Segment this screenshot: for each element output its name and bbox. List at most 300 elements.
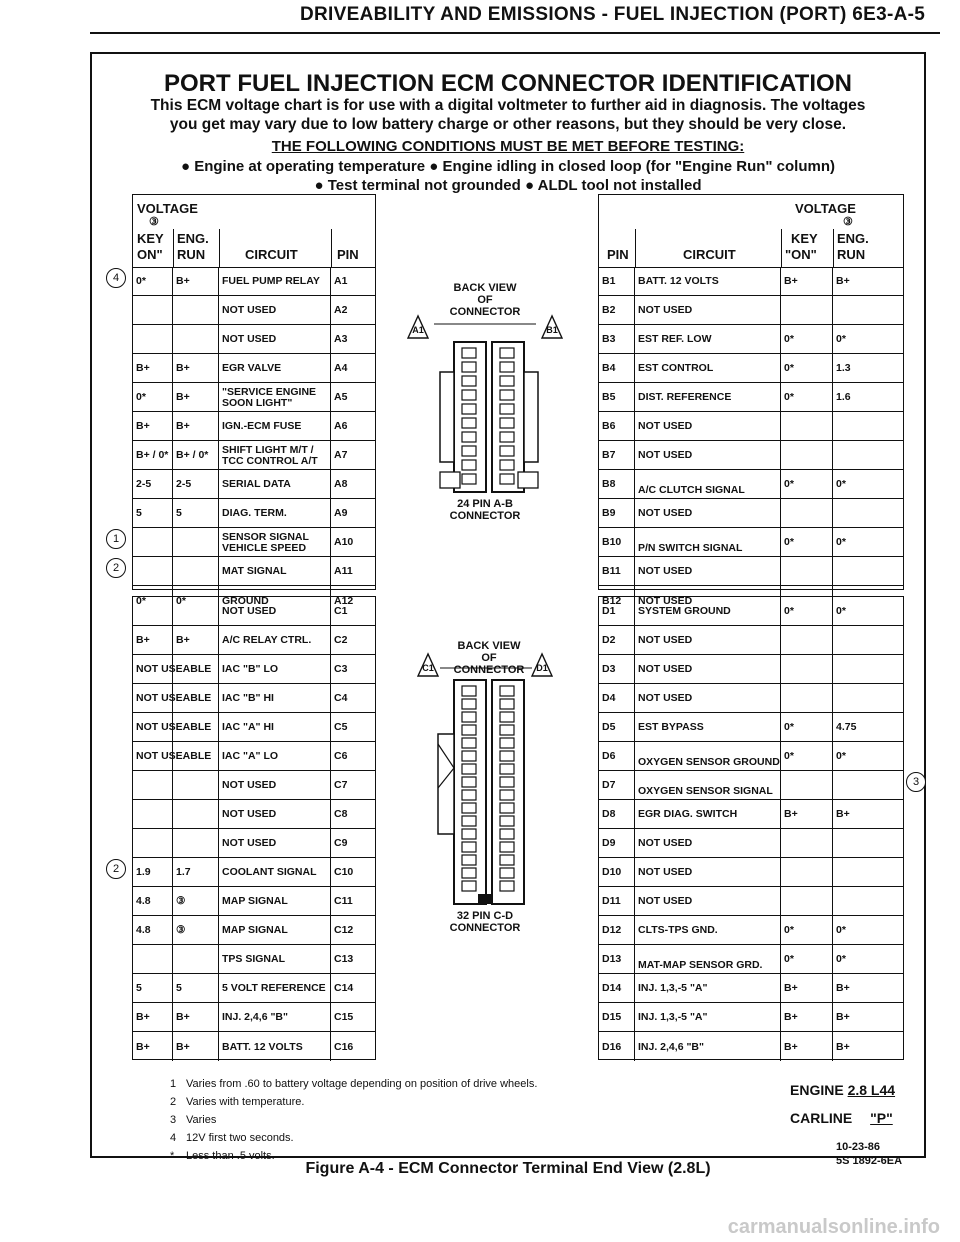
engine-run-voltage bbox=[833, 858, 903, 886]
engine-run-voltage: 1.7 bbox=[173, 858, 219, 886]
key-on-voltage: B+ bbox=[133, 1032, 173, 1061]
connector-label: CONNECTOR bbox=[453, 664, 525, 676]
table-row bbox=[133, 1003, 375, 1032]
right-header bbox=[599, 195, 903, 268]
key-on-voltage: 0* bbox=[781, 470, 833, 498]
pin-id: D16 bbox=[599, 1032, 635, 1061]
engine-run-voltage bbox=[833, 441, 903, 469]
table-ab-right bbox=[598, 194, 904, 607]
engine-run-voltage bbox=[833, 829, 903, 857]
key-on-voltage bbox=[781, 887, 833, 915]
note-reference-marker: 1 bbox=[106, 529, 126, 549]
pin-id: C3 bbox=[334, 663, 348, 675]
key-on-voltage: NOT USEABLE bbox=[133, 713, 173, 741]
circuit-name: NOT USED bbox=[635, 412, 781, 440]
engine-run-voltage: B+ bbox=[173, 412, 219, 440]
table-row bbox=[599, 325, 903, 354]
table-row bbox=[599, 945, 903, 974]
pin-id: C7 bbox=[334, 779, 348, 791]
key-on-voltage bbox=[781, 771, 833, 799]
ab-left-rows bbox=[133, 267, 375, 607]
table-row bbox=[599, 528, 903, 557]
cd-left-rows bbox=[133, 597, 375, 1059]
circuit-name: OXYGEN SENSOR SIGNAL bbox=[635, 771, 781, 799]
key-on-voltage: NOT USEABLE bbox=[133, 655, 173, 683]
table-row bbox=[599, 354, 903, 383]
pin-id: C16 bbox=[334, 1040, 354, 1053]
run-heading: RUN bbox=[837, 247, 866, 262]
table-row bbox=[133, 412, 375, 441]
date-code: 10-23-86 bbox=[836, 1141, 881, 1153]
table-row bbox=[133, 713, 375, 742]
table-row bbox=[599, 713, 903, 742]
pin-id: B6 bbox=[599, 412, 635, 440]
footnote-number: 3 bbox=[170, 1114, 177, 1126]
pin-id: C4 bbox=[334, 692, 348, 704]
key-on-voltage bbox=[133, 771, 173, 799]
circled-marker: ③ bbox=[149, 216, 159, 228]
key-on-voltage bbox=[133, 296, 173, 324]
table-row bbox=[599, 267, 903, 296]
carline-label: CARLINE bbox=[790, 1110, 853, 1126]
circuit-name: NOT USED bbox=[635, 684, 781, 712]
engine-run-voltage: B+ bbox=[173, 1032, 219, 1061]
pin-id: A5 bbox=[334, 391, 348, 403]
footnote-text: Varies with temperature. bbox=[186, 1096, 305, 1108]
circuit-name: TPS SIGNAL bbox=[219, 945, 331, 973]
engine-run-voltage bbox=[833, 887, 903, 915]
key-on-voltage: 1.9 bbox=[133, 858, 173, 886]
engine-run-voltage: B+ bbox=[173, 626, 219, 654]
pin-id: B9 bbox=[599, 499, 635, 527]
footnote-text: Less than .5 volts. bbox=[186, 1150, 275, 1162]
table-row bbox=[599, 499, 903, 528]
key-on-voltage: 5 bbox=[133, 974, 173, 1002]
pin-id: A1 bbox=[334, 275, 348, 287]
circuit-name: "SERVICE ENGINE SOON LIGHT" bbox=[219, 383, 331, 411]
engine-run-voltage: 0* bbox=[836, 750, 846, 762]
key-on-heading: "ON" bbox=[785, 247, 817, 262]
connector-cd-diagram bbox=[400, 638, 570, 938]
pin-id: D8 bbox=[599, 800, 635, 828]
pin-id: C1 bbox=[334, 605, 348, 617]
pin-id: A2 bbox=[334, 304, 348, 316]
pin-id: B10 bbox=[599, 528, 635, 556]
engine-run-voltage bbox=[833, 499, 903, 527]
table-row bbox=[599, 887, 903, 916]
footnote bbox=[170, 1114, 216, 1126]
pin-id: B4 bbox=[599, 354, 635, 382]
eng-heading: ENG. bbox=[177, 231, 209, 246]
table-cd-left bbox=[132, 596, 376, 1060]
key-on-voltage bbox=[133, 829, 173, 857]
circuit-name: IAC "A" HI bbox=[219, 713, 331, 741]
pin-id: D5 bbox=[599, 713, 635, 741]
circuit-name: BATT. 12 VOLTS bbox=[635, 267, 781, 295]
circuit-name: EST CONTROL bbox=[635, 354, 781, 382]
engine-run-voltage bbox=[173, 945, 219, 973]
table-ab-left bbox=[132, 194, 376, 607]
engine-run-voltage bbox=[833, 771, 903, 799]
key-on-voltage: 0* bbox=[781, 916, 833, 944]
circuit-name: NOT USED bbox=[635, 829, 781, 857]
pin-id: C10 bbox=[334, 866, 354, 878]
circuit-name: CLTS-TPS GND. bbox=[635, 916, 781, 944]
carline-value: "P" bbox=[870, 1110, 893, 1126]
back-view-label: BACK VIEW bbox=[453, 282, 517, 294]
pin-id: A8 bbox=[334, 478, 348, 490]
key-on-voltage bbox=[781, 829, 833, 857]
left-header bbox=[133, 195, 375, 268]
engine-label: ENGINE bbox=[790, 1082, 844, 1098]
table-row bbox=[599, 916, 903, 945]
table-row bbox=[133, 557, 375, 586]
pin-id: D4 bbox=[599, 684, 635, 712]
watermark: carmanualsonline.info bbox=[727, 1216, 940, 1238]
connector-ab-diagram bbox=[400, 276, 570, 526]
pin-id: D15 bbox=[599, 1003, 635, 1031]
pin-id: D10 bbox=[599, 858, 635, 886]
table-row bbox=[133, 771, 375, 800]
engine-run-voltage: 0* bbox=[836, 333, 846, 345]
note-reference-marker: 2 bbox=[106, 558, 126, 578]
circuit-name: NOT USED bbox=[635, 586, 781, 615]
circuit-name: INJ. 1,3,-5 "A" bbox=[635, 974, 781, 1002]
back-view-label: BACK VIEW bbox=[457, 640, 521, 652]
table-row bbox=[133, 499, 375, 528]
circuit-name: COOLANT SIGNAL bbox=[219, 858, 331, 886]
page-header: DRIVEABILITY AND EMISSIONS - FUEL INJECTION (PORT) 6E3-A-5 bbox=[300, 4, 926, 25]
engine-run-voltage: B+ bbox=[836, 1040, 850, 1053]
table-row bbox=[133, 325, 375, 354]
pin-id: A6 bbox=[334, 420, 348, 432]
pin-id: C14 bbox=[334, 982, 354, 994]
pin-id: D1 bbox=[599, 597, 635, 625]
pin-id: D9 bbox=[599, 829, 635, 857]
carline-spec bbox=[790, 1110, 907, 1126]
circuit-name: INJ. 2,4,6 "B" bbox=[219, 1003, 331, 1031]
engine-run-voltage bbox=[173, 296, 219, 324]
key-on-voltage: B+ bbox=[133, 412, 173, 440]
engine-run-voltage: B+ bbox=[836, 808, 850, 820]
pin-id: A7 bbox=[334, 449, 348, 461]
tag-c1: C1 bbox=[422, 663, 434, 673]
intro-line-1: This ECM voltage chart is for use with a digital voltmeter to further aid in diagnosis. The voltages bbox=[150, 97, 866, 114]
engine-run-voltage: B+ bbox=[836, 275, 850, 287]
engine-value: 2.8 L44 bbox=[847, 1082, 896, 1098]
circuit-name: MAT SIGNAL bbox=[219, 557, 331, 585]
circuit-name: EGR VALVE bbox=[219, 354, 331, 382]
table-row bbox=[133, 887, 375, 916]
engine-run-voltage bbox=[173, 597, 219, 625]
key-on-voltage: B+ bbox=[133, 626, 173, 654]
key-on-voltage: 0* bbox=[781, 945, 833, 973]
circuit-name: NOT USED bbox=[219, 829, 331, 857]
key-on-voltage bbox=[781, 626, 833, 654]
circuit-name: SHIFT LIGHT M/T / TCC CONTROL A/T bbox=[219, 441, 331, 469]
circuit-name: NOT USED bbox=[635, 499, 781, 527]
engine-run-voltage: 1.6 bbox=[836, 391, 851, 403]
engine-run-voltage bbox=[173, 684, 219, 712]
voltage-heading: VOLTAGE bbox=[137, 201, 198, 216]
engine-run-voltage bbox=[173, 655, 219, 683]
key-on-voltage: 2-5 bbox=[133, 470, 173, 498]
conditions-line-2: ● Test terminal not grounded ● ALDL tool not installed bbox=[314, 177, 702, 194]
ab-right-rows bbox=[599, 267, 903, 607]
tag-d1: D1 bbox=[536, 663, 548, 673]
page-title: PORT FUEL INJECTION ECM CONNECTOR IDENTIFICATION bbox=[163, 70, 853, 97]
key-on-voltage: 5 bbox=[133, 499, 173, 527]
circuit-name: NOT USED bbox=[219, 597, 331, 625]
pin-id: C13 bbox=[334, 953, 354, 965]
circuit-name: SYSTEM GROUND bbox=[635, 597, 781, 625]
note-reference-marker: 3 bbox=[906, 772, 926, 792]
pin-id: B7 bbox=[599, 441, 635, 469]
circuit-name: NOT USED bbox=[219, 296, 331, 324]
pin-id: A10 bbox=[334, 536, 354, 548]
key-on-voltage: B+ bbox=[781, 974, 833, 1002]
table-row bbox=[599, 684, 903, 713]
table-row bbox=[599, 1032, 903, 1061]
note-reference-marker: 2 bbox=[106, 859, 126, 879]
circuit-name: EST BYPASS bbox=[635, 713, 781, 741]
footnote-number: * bbox=[170, 1150, 175, 1162]
connector-label: CONNECTOR bbox=[449, 306, 521, 318]
key-heading: KEY bbox=[791, 231, 818, 246]
key-on-voltage: B+ bbox=[781, 267, 833, 295]
engine-run-voltage: 0* bbox=[836, 953, 846, 965]
table-row bbox=[599, 441, 903, 470]
engine-spec bbox=[790, 1082, 895, 1098]
intro-line-2: you get may vary due to low battery charge or other reasons, but they should be very close. bbox=[169, 116, 847, 133]
circuit-name: NOT USED bbox=[635, 441, 781, 469]
pin-id: D6 bbox=[599, 742, 635, 770]
pin-id: D11 bbox=[599, 887, 635, 915]
table-row bbox=[599, 557, 903, 586]
cd-right-rows bbox=[599, 597, 903, 1059]
key-on-heading: ON" bbox=[137, 247, 163, 262]
table-row bbox=[599, 742, 903, 771]
key-on-voltage bbox=[133, 557, 173, 585]
circuit-name: NOT USED bbox=[635, 655, 781, 683]
pin-id: C5 bbox=[334, 721, 348, 733]
conditions-line-1: ● Engine at operating temperature ● Engine idling in closed loop (for "Engine Run" column) bbox=[180, 158, 836, 175]
tag-a1: A1 bbox=[412, 325, 424, 335]
pin-id: D7 bbox=[599, 771, 635, 799]
table-row bbox=[133, 597, 375, 626]
table-row bbox=[133, 470, 375, 499]
engine-run-voltage bbox=[833, 655, 903, 683]
footnote-number: 1 bbox=[170, 1078, 177, 1090]
key-on-voltage: 0* bbox=[781, 713, 833, 741]
key-on-voltage bbox=[133, 800, 173, 828]
engine-run-voltage bbox=[833, 412, 903, 440]
key-on-voltage: B+ bbox=[781, 1032, 833, 1061]
voltage-heading: VOLTAGE bbox=[795, 201, 856, 216]
engine-run-voltage: B+ bbox=[173, 383, 219, 411]
table-row bbox=[133, 974, 375, 1003]
key-on-voltage bbox=[781, 441, 833, 469]
pin-id: D13 bbox=[599, 945, 635, 973]
table-row bbox=[599, 597, 903, 626]
engine-run-voltage: B+ bbox=[173, 267, 219, 295]
table-row bbox=[133, 858, 375, 887]
engine-run-voltage: B+ bbox=[836, 982, 850, 994]
key-on-voltage: 4.8 bbox=[133, 887, 173, 915]
circuit-name: EGR DIAG. SWITCH bbox=[635, 800, 781, 828]
key-on-voltage bbox=[133, 945, 173, 973]
engine-run-voltage bbox=[833, 684, 903, 712]
connector-ab-caption-1: 24 PIN A-B bbox=[457, 498, 513, 510]
footnote bbox=[170, 1096, 304, 1108]
pin-id: B5 bbox=[599, 383, 635, 411]
key-on-voltage bbox=[781, 499, 833, 527]
circuit-name: DIAG. TERM. bbox=[219, 499, 331, 527]
pin-id: A3 bbox=[334, 333, 348, 345]
circuit-name: SENSOR SIGNAL VEHICLE SPEED bbox=[219, 528, 331, 556]
pin-id: B3 bbox=[599, 325, 635, 353]
table-row bbox=[599, 296, 903, 325]
engine-run-voltage: 0* bbox=[836, 924, 846, 936]
key-on-voltage bbox=[133, 528, 173, 556]
table-row bbox=[133, 1032, 375, 1061]
pin-id: A9 bbox=[334, 507, 348, 519]
circuit-name: IGN.-ECM FUSE bbox=[219, 412, 331, 440]
table-row bbox=[133, 945, 375, 974]
table-row bbox=[133, 267, 375, 296]
circuit-name: MAP SIGNAL bbox=[219, 916, 331, 944]
circuit-name: INJ. 1,3,-5 "A" bbox=[635, 1003, 781, 1031]
engine-run-voltage: 4.75 bbox=[836, 721, 857, 733]
table-row bbox=[133, 916, 375, 945]
circuit-name: FUEL PUMP RELAY bbox=[219, 267, 331, 295]
circuit-name: GROUND bbox=[219, 586, 331, 615]
key-on-voltage: 0* bbox=[133, 267, 173, 295]
engine-run-voltage bbox=[173, 325, 219, 353]
pin-id: C2 bbox=[334, 634, 348, 646]
pin-id: B2 bbox=[599, 296, 635, 324]
engine-run-voltage: 0* bbox=[173, 586, 219, 615]
footnote bbox=[170, 1132, 294, 1144]
table-row bbox=[599, 626, 903, 655]
engine-run-voltage bbox=[173, 713, 219, 741]
key-on-voltage: NOT USEABLE bbox=[133, 684, 173, 712]
engine-run-voltage bbox=[173, 742, 219, 770]
key-on-voltage: 0* bbox=[781, 383, 833, 411]
circuit-name: MAT-MAP SENSOR GRD. bbox=[635, 945, 781, 973]
pin-id: B12 bbox=[599, 586, 635, 615]
pin-id: C9 bbox=[334, 837, 348, 849]
circled-marker: ③ bbox=[843, 216, 853, 228]
circuit-name: NOT USED bbox=[219, 325, 331, 353]
key-on-voltage: 0* bbox=[781, 354, 833, 382]
engine-run-voltage bbox=[833, 626, 903, 654]
circuit-name: NOT USED bbox=[219, 771, 331, 799]
pin-id: C6 bbox=[334, 750, 348, 762]
table-row bbox=[133, 800, 375, 829]
table-cd-right bbox=[598, 596, 904, 1060]
key-on-voltage bbox=[133, 597, 173, 625]
figure-caption: Figure A-4 - ECM Connector Terminal End View (2.8L) bbox=[305, 1160, 711, 1177]
footnote-text: Varies bbox=[186, 1114, 217, 1126]
engine-run-voltage: B+ / 0* bbox=[173, 441, 219, 469]
key-on-voltage: 4.8 bbox=[133, 916, 173, 944]
run-heading: RUN bbox=[177, 247, 206, 262]
key-on-voltage: NOT USEABLE bbox=[133, 742, 173, 770]
circuit-name: IAC "B" LO bbox=[219, 655, 331, 683]
eng-heading: ENG. bbox=[837, 231, 869, 246]
engine-run-voltage: ③ bbox=[173, 916, 219, 944]
circuit-name: IAC "A" LO bbox=[219, 742, 331, 770]
circuit-name: NOT USED bbox=[219, 800, 331, 828]
table-row bbox=[599, 383, 903, 412]
table-row bbox=[599, 771, 903, 800]
connector-ab-caption-2: CONNECTOR bbox=[449, 510, 521, 522]
table-row bbox=[133, 383, 375, 412]
engine-run-voltage bbox=[173, 829, 219, 857]
key-on-voltage: 0* bbox=[781, 597, 833, 625]
key-on-voltage: 0* bbox=[781, 325, 833, 353]
table-row bbox=[133, 742, 375, 771]
footnote bbox=[170, 1078, 537, 1090]
engine-run-voltage bbox=[173, 528, 219, 556]
key-on-voltage bbox=[781, 412, 833, 440]
intro-text bbox=[120, 96, 896, 134]
engine-run-voltage: 1.3 bbox=[836, 362, 851, 374]
engine-run-voltage bbox=[173, 800, 219, 828]
footnote-number: 4 bbox=[170, 1132, 177, 1144]
circuit-name: MAP SIGNAL bbox=[219, 887, 331, 915]
pin-id: C11 bbox=[334, 895, 353, 907]
connector-cd-caption-2: CONNECTOR bbox=[449, 922, 521, 934]
table-row bbox=[133, 684, 375, 713]
circuit-heading: CIRCUIT bbox=[245, 247, 298, 262]
key-on-voltage: B+ bbox=[133, 354, 173, 382]
key-on-voltage: B+ bbox=[781, 1003, 833, 1031]
table-row bbox=[599, 655, 903, 684]
table-row bbox=[599, 412, 903, 441]
header-rule bbox=[90, 32, 940, 34]
tag-b1: B1 bbox=[546, 325, 558, 335]
pin-id: D12 bbox=[599, 916, 635, 944]
pin-id: B1 bbox=[599, 267, 635, 295]
circuit-heading: CIRCUIT bbox=[683, 247, 736, 262]
engine-run-voltage: B+ bbox=[173, 354, 219, 382]
engine-run-voltage bbox=[833, 557, 903, 585]
circuit-name: NOT USED bbox=[635, 887, 781, 915]
pin-id: B8 bbox=[599, 470, 635, 498]
pin-id: C15 bbox=[334, 1011, 354, 1023]
key-on-voltage bbox=[781, 655, 833, 683]
connector-cd-drawing bbox=[400, 638, 570, 938]
engine-run-voltage: ③ bbox=[173, 887, 219, 915]
pin-id: D3 bbox=[599, 655, 635, 683]
circuit-name: BATT. 12 VOLTS bbox=[219, 1032, 331, 1061]
pin-id: A11 bbox=[334, 565, 353, 577]
circuit-name: IAC "B" HI bbox=[219, 684, 331, 712]
circuit-name: OXYGEN SENSOR GROUND bbox=[635, 742, 781, 770]
engine-run-voltage: 0* bbox=[836, 605, 846, 617]
key-on-voltage bbox=[781, 684, 833, 712]
key-on-voltage: 0* bbox=[133, 586, 173, 615]
engine-run-voltage: B+ bbox=[173, 1003, 219, 1031]
circuit-name: 5 VOLT REFERENCE bbox=[219, 974, 331, 1002]
table-row bbox=[133, 441, 375, 470]
circuit-name: P/N SWITCH SIGNAL bbox=[635, 528, 781, 556]
key-on-voltage bbox=[781, 557, 833, 585]
pin-id: D2 bbox=[599, 626, 635, 654]
circuit-name: DIST. REFERENCE bbox=[635, 383, 781, 411]
